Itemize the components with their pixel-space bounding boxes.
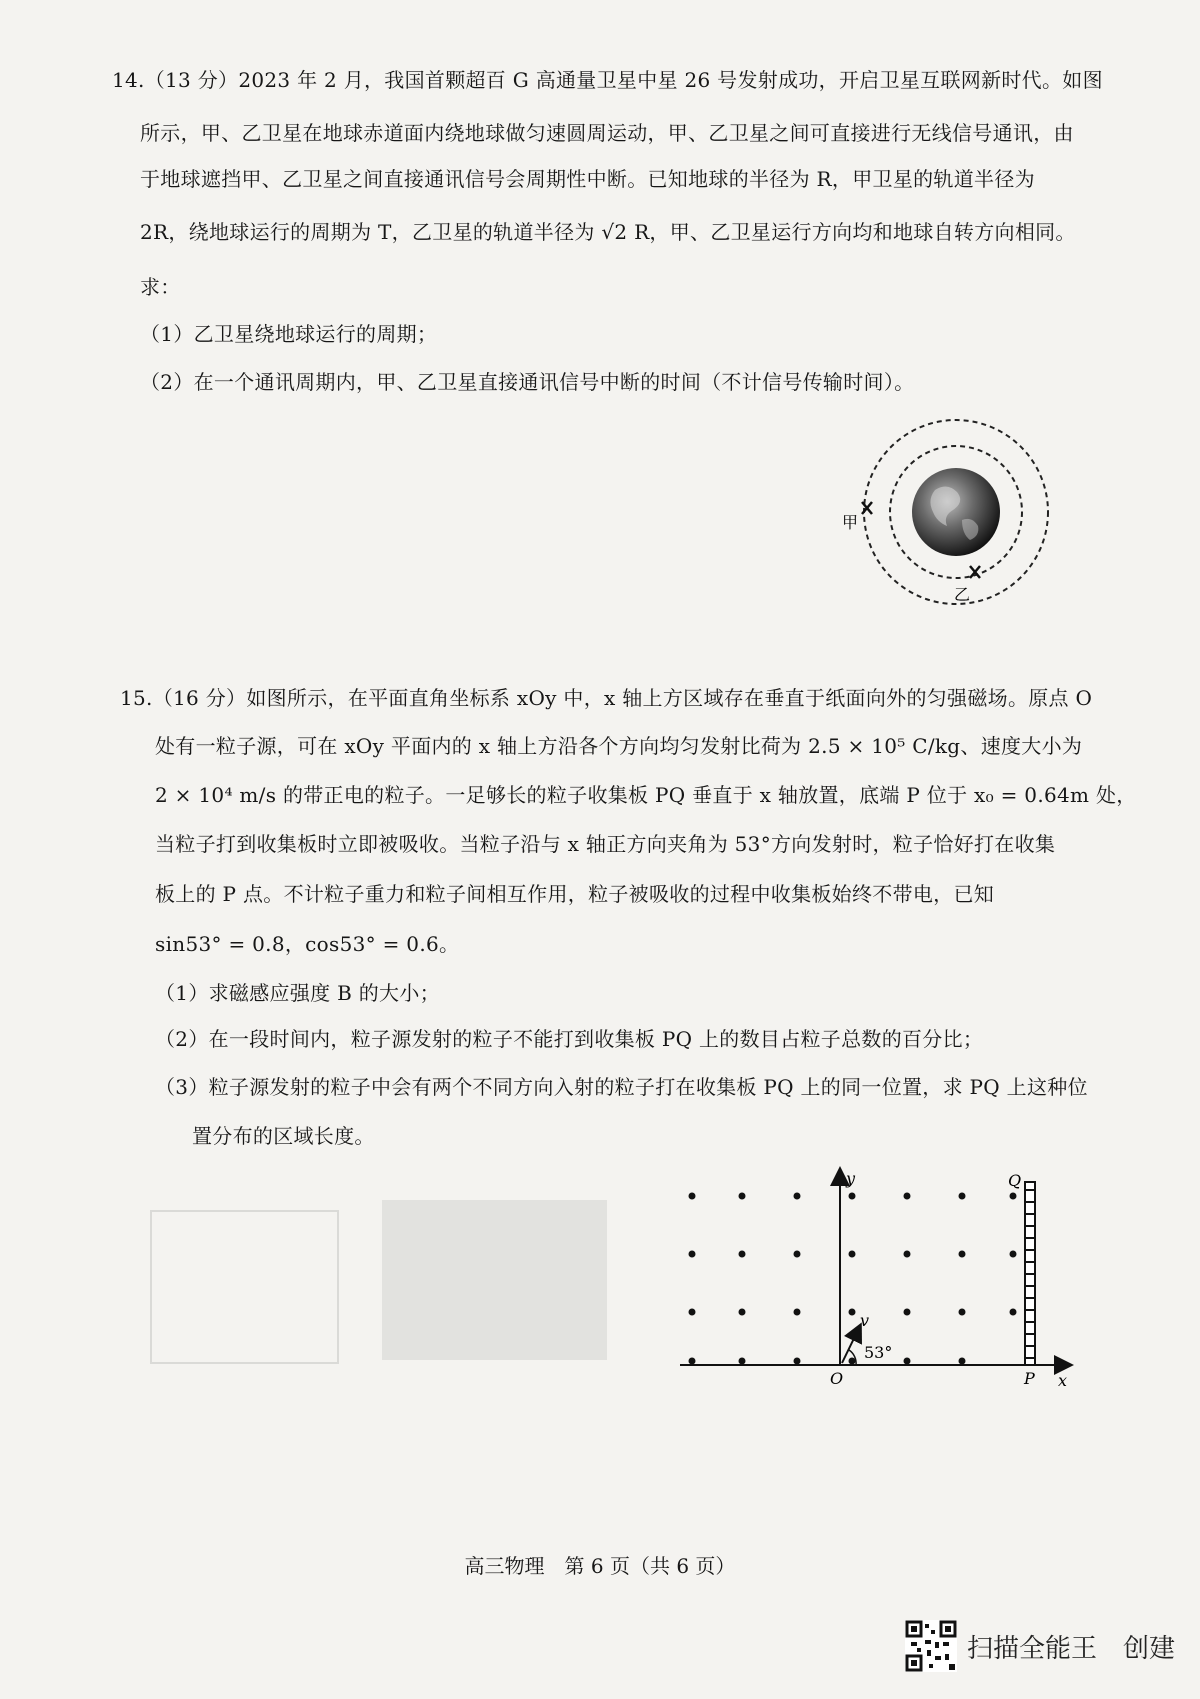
q15-line-7: （1）求磁感应强度 B 的大小； [155,981,440,1005]
field-dot [739,1193,746,1200]
q14-line-4: 2R，绕地球运行的周期为 T，乙卫星的轨道半径为 √2 R，甲、乙卫星运行方向均和地球自转方向相同。 [140,220,1076,244]
field-dot [1010,1193,1017,1200]
q15-line-4: 当粒子打到收集板时立即被吸收。当粒子沿与 x 轴正方向夹角为 53°方向发射时，粒子恰好打在收集 [155,832,1056,856]
field-dot [959,1309,966,1316]
field-dot [959,1251,966,1258]
scanner-watermark [905,1620,1175,1672]
field-dot [849,1251,856,1258]
bleed-through-figure-left [150,1210,339,1364]
field-dot [794,1251,801,1258]
q15-line-2: 处有一粒子源，可在 xOy 平面内的 x 轴上方沿各个方向均匀发射比荷为 2.5 × 10⁵ C/kg、速度大小为 [155,734,1083,758]
field-dot [689,1251,696,1258]
field-dot [904,1251,911,1258]
q14-line-5: 求： [140,275,181,299]
collector-plate-pq [1025,1182,1035,1365]
field-dot [849,1309,856,1316]
q14-line-2: 所示，甲、乙卫星在地球赤道面内绕地球做匀速圆周运动，甲、乙卫星之间可直接进行无线信号通讯，由 [140,121,1074,145]
field-dot [1010,1251,1017,1258]
field-dot [689,1193,696,1200]
field-dot [794,1193,801,1200]
origin-label: O [830,1369,844,1388]
qr-code-icon [905,1620,957,1672]
watermark-text: 扫描全能王 创建 [967,1633,1176,1664]
field-dot [689,1309,696,1316]
field-dot [794,1309,801,1316]
label-jia: 甲 [842,513,859,532]
plate-bottom-label-p: P [1024,1369,1035,1388]
field-dot [904,1193,911,1200]
field-dot [959,1193,966,1200]
q15-line-1: 15.（16 分）如图所示，在平面直角坐标系 xOy 中，x 轴上方区域存在垂直于纸面向外的匀强磁场。原点 O [120,686,1093,710]
page-footer: 高三物理 第 6 页（共 6 页） [464,1554,736,1578]
velocity-vector [842,1326,860,1363]
field-dot [739,1358,746,1365]
velocity-label: v [860,1311,870,1330]
field-dot [959,1358,966,1365]
field-dot [1010,1309,1017,1316]
label-yi: 乙 [954,585,971,604]
bleed-through-figure-middle [382,1200,607,1360]
x-axis-label: x [1058,1371,1068,1390]
field-dot [794,1358,801,1365]
q15-line-3: 2 × 10⁴ m/s 的带正电的粒子。一足够长的粒子收集板 PQ 垂直于 x 轴放置，底端 P 位于 x₀ = 0.64m 处， [155,783,1137,807]
q15-line-10: 置分布的区域长度。 [192,1124,375,1148]
earth-icon [912,468,1000,556]
magnetic-field-dots [689,1193,1017,1365]
y-axis-label: y [846,1169,856,1188]
field-dot [849,1193,856,1200]
magnetic-field-figure [670,1160,1080,1390]
field-dot [689,1358,696,1365]
field-dot [904,1309,911,1316]
q15-line-5: 板上的 P 点。不计粒子重力和粒子间相互作用，粒子被吸收的过程中收集板始终不带电，已知 [155,882,995,906]
field-dot [849,1358,856,1365]
q15-line-8: （2）在一段时间内，粒子源发射的粒子不能打到收集板 PQ 上的数目占粒子总数的百分比； [155,1027,984,1051]
q15-line-6: sin53° = 0.8，cos53° = 0.6。 [155,932,460,956]
q15-line-9: （3）粒子源发射的粒子中会有两个不同方向入射的粒子打在收集板 PQ 上的同一位置，求 PQ 上这种位 [155,1075,1088,1099]
q14-line-7: （2）在一个通讯周期内，甲、乙卫星直接通讯信号中断的时间（不计信号传输时间）。 [140,370,915,394]
plate-top-label-q: Q [1008,1171,1022,1190]
q14-line-6: （1）乙卫星绕地球运行的周期； [140,322,438,346]
field-dot [739,1251,746,1258]
field-dot [739,1309,746,1316]
q14-line-3: 于地球遮挡甲、乙卫星之间直接通讯信号会周期性中断。已知地球的半径为 R，甲卫星的轨道半径为 [140,167,1035,191]
q14-line-1: 14.（13 分）2023 年 2 月，我国首颗超百 G 高通量卫星中星 26 号发射成功，开启卫星互联网新时代。如图 [112,68,1103,92]
field-dot [904,1358,911,1365]
angle-label: 53° [864,1343,893,1362]
satellite-orbit-figure [830,410,1080,620]
